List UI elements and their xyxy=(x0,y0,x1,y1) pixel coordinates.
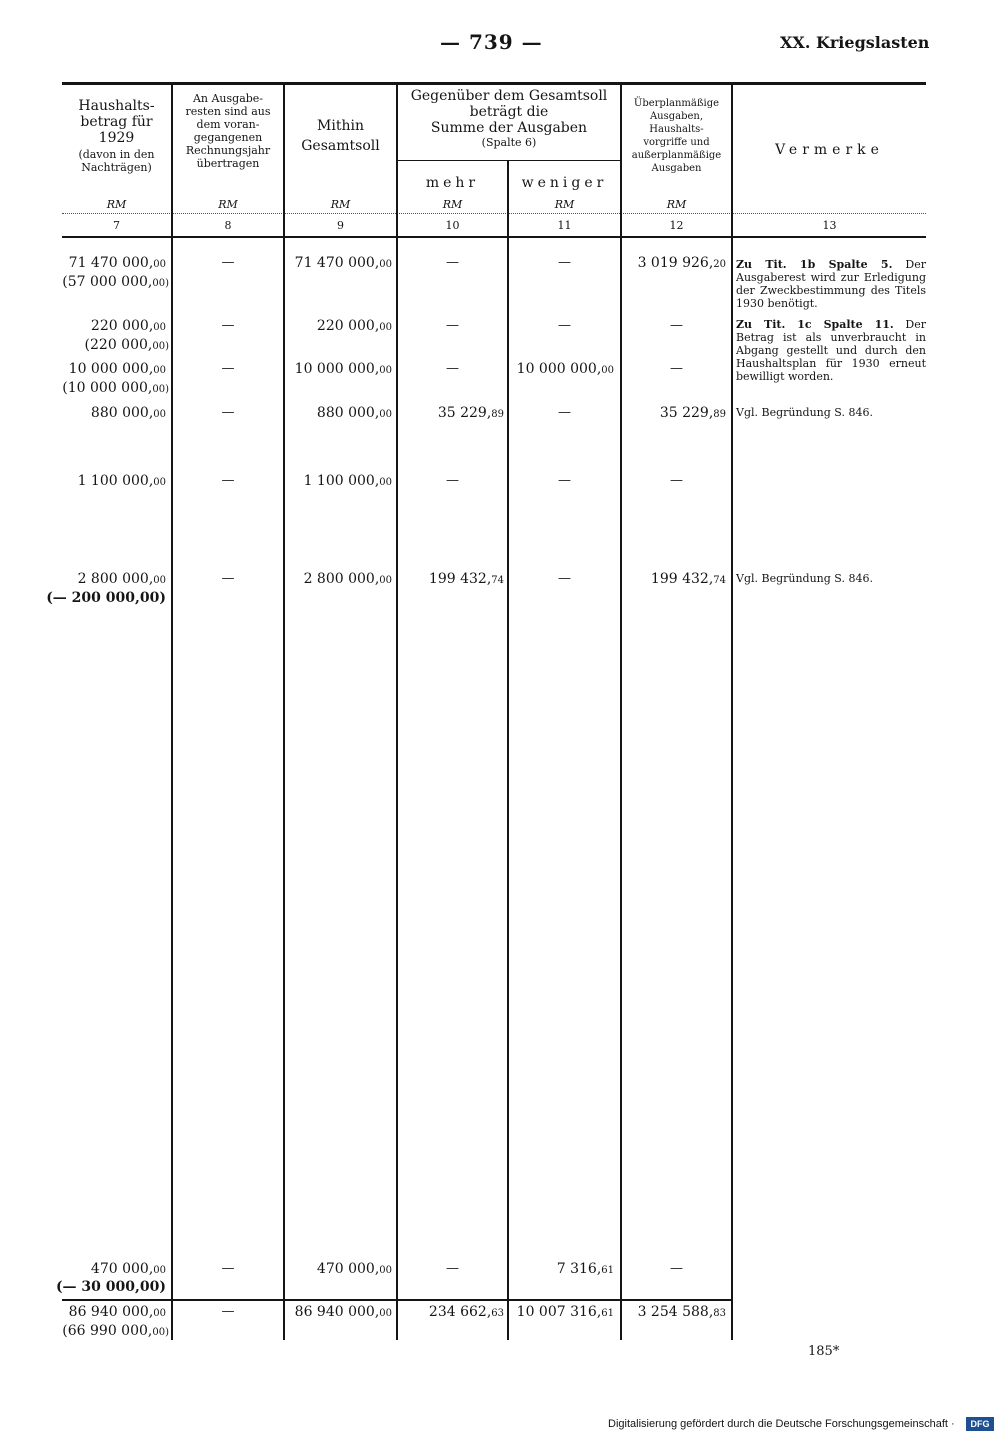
table-cell: 199 432,74 xyxy=(650,571,726,587)
colnum-7: 7 xyxy=(113,219,120,232)
col-rule-12-13 xyxy=(731,82,733,1340)
total-cell: 86 940 000,00 xyxy=(294,1304,392,1320)
table-cell: 2 800 000,00 xyxy=(303,571,392,587)
colnum-13: 13 xyxy=(822,219,837,232)
table-cell: 35 229,89 xyxy=(659,405,726,421)
table-cell: — xyxy=(558,571,571,586)
table-cell: — xyxy=(221,1261,235,1276)
remark-note-1: Zu Tit. 1b Spalte 5. Der Ausgaberest wird zur Erledigung der Zweckbestimmung des Titels 1930 benötigt. xyxy=(736,258,926,310)
remark-note-2: Zu Tit. 1c Spalte 11. Der Betrag ist als unverbraucht in Abgang gestellt und durch den Haushaltsplan für 1930 erneut bewilligt worden. xyxy=(736,318,926,383)
table-cell: — xyxy=(670,361,683,376)
colnum-10: 10 xyxy=(445,219,460,232)
table-cell: (220 000,00) xyxy=(84,337,169,353)
unit-col12: RM xyxy=(666,198,687,211)
table-cell: 10 000 000,00 xyxy=(294,361,392,377)
table-cell: — xyxy=(446,1261,459,1276)
unit-dotted-rule xyxy=(62,213,926,215)
table-cell: (— 30 000,00) xyxy=(55,1279,166,1295)
header-col13: Vermerke xyxy=(775,142,884,158)
unit-col7: RM xyxy=(106,198,127,211)
table-cell: 880 000,00 xyxy=(90,405,166,421)
table-cell: — xyxy=(446,255,459,270)
table-top-rule xyxy=(62,82,926,85)
header-col11: weniger xyxy=(521,175,608,191)
table-cell: 199 432,74 xyxy=(428,571,504,587)
unit-col11: RM xyxy=(554,198,575,211)
total-cell: — xyxy=(221,1304,235,1319)
table-cell: 880 000,00 xyxy=(316,405,392,421)
table-cell: 10 000 000,00 xyxy=(516,361,614,377)
sheet-signature: 185* xyxy=(808,1344,840,1359)
table-cell: — xyxy=(446,361,459,376)
table-cell: — xyxy=(558,318,571,333)
table-cell: 10 000 000,00 xyxy=(68,361,166,377)
table-cell: 35 229,89 xyxy=(437,405,504,421)
remark-note-4: Vgl. Begründung S. 846. xyxy=(736,572,873,585)
table-cell: — xyxy=(558,255,571,270)
unit-col9: RM xyxy=(330,198,351,211)
table-cell: (57 000 000,00) xyxy=(62,274,169,290)
header-col7: Haushalts- betrag für 1929 (davon in den Nachträgen) xyxy=(78,98,155,174)
table-cell: — xyxy=(221,405,235,420)
table-cell: 1 100 000,00 xyxy=(303,473,392,489)
table-cell: — xyxy=(221,473,235,488)
table-cell: — xyxy=(446,473,459,488)
col-rule-11-12 xyxy=(620,82,622,1340)
table-cell: 220 000,00 xyxy=(90,318,166,334)
table-cell: 1 100 000,00 xyxy=(77,473,166,489)
table-cell: 7 316,61 xyxy=(556,1261,614,1277)
table-cell: 470 000,00 xyxy=(90,1261,166,1277)
subheader-rule xyxy=(397,160,621,161)
table-cell: — xyxy=(221,318,235,333)
table-cell: 71 470 000,00 xyxy=(68,255,166,271)
colnum-11: 11 xyxy=(557,219,572,232)
chapter-title: XX. Kriegslasten xyxy=(780,33,930,52)
unit-col10: RM xyxy=(442,198,463,211)
header-col9: Mithin Gesamtsoll xyxy=(301,118,380,154)
header-col8: An Ausgabe- resten sind aus dem voran- gegangenen Rechnungsjahr übertragen xyxy=(185,92,271,170)
table-cell: 470 000,00 xyxy=(316,1261,392,1277)
total-cell: 86 940 000,00 xyxy=(68,1304,166,1320)
page-number: — 739 — xyxy=(440,30,543,54)
total-cell: 10 007 316,61 xyxy=(516,1304,614,1320)
table-cell: — xyxy=(670,318,683,333)
table-cell: — xyxy=(558,473,571,488)
table-cell: — xyxy=(670,473,683,488)
col-rule-10-11 xyxy=(507,160,509,1340)
colnum-9: 9 xyxy=(337,219,344,232)
table-cell: 220 000,00 xyxy=(316,318,392,334)
table-cell: — xyxy=(558,405,571,420)
total-cell: (66 990 000,00) xyxy=(62,1323,169,1339)
table-cell: — xyxy=(221,361,235,376)
table-cell: — xyxy=(221,571,235,586)
table-cell: — xyxy=(221,255,235,270)
table-cell: (— 200 000,00) xyxy=(46,590,166,606)
header-bottom-rule xyxy=(62,236,926,238)
table-cell: 71 470 000,00 xyxy=(294,255,392,271)
header-col10-11: Gegenüber dem Gesamtsoll beträgt die Summe der Ausgaben (Spalte 6) xyxy=(410,88,608,149)
table-cell: — xyxy=(670,1261,683,1276)
header-col10: mehr xyxy=(425,175,480,191)
unit-col8: RM xyxy=(218,198,238,211)
table-cell: 2 800 000,00 xyxy=(77,571,166,587)
table-cell: — xyxy=(446,318,459,333)
dfg-logo: DFG xyxy=(966,1417,994,1431)
remark-note-3: Vgl. Begründung S. 846. xyxy=(736,406,873,419)
total-cell: 234 662,63 xyxy=(428,1304,504,1320)
header-col12: Überplanmäßige Ausgaben, Haushalts- vorgriffe und außerplanmäßige Ausgaben xyxy=(631,98,722,174)
table-cell: 3 019 926,20 xyxy=(637,255,726,271)
col-rule-7-8 xyxy=(171,82,173,1340)
table-cell: (10 000 000,00) xyxy=(62,380,169,396)
colnum-8: 8 xyxy=(224,219,232,232)
colnum-12: 12 xyxy=(669,219,684,232)
col-rule-9-10 xyxy=(396,82,398,1340)
digitization-credit: Digitalisierung gefördert durch die Deutsche Forschungsgemeinschaft · xyxy=(608,1418,955,1430)
col-rule-8-9 xyxy=(283,82,285,1340)
total-cell: 3 254 588,83 xyxy=(637,1304,726,1320)
